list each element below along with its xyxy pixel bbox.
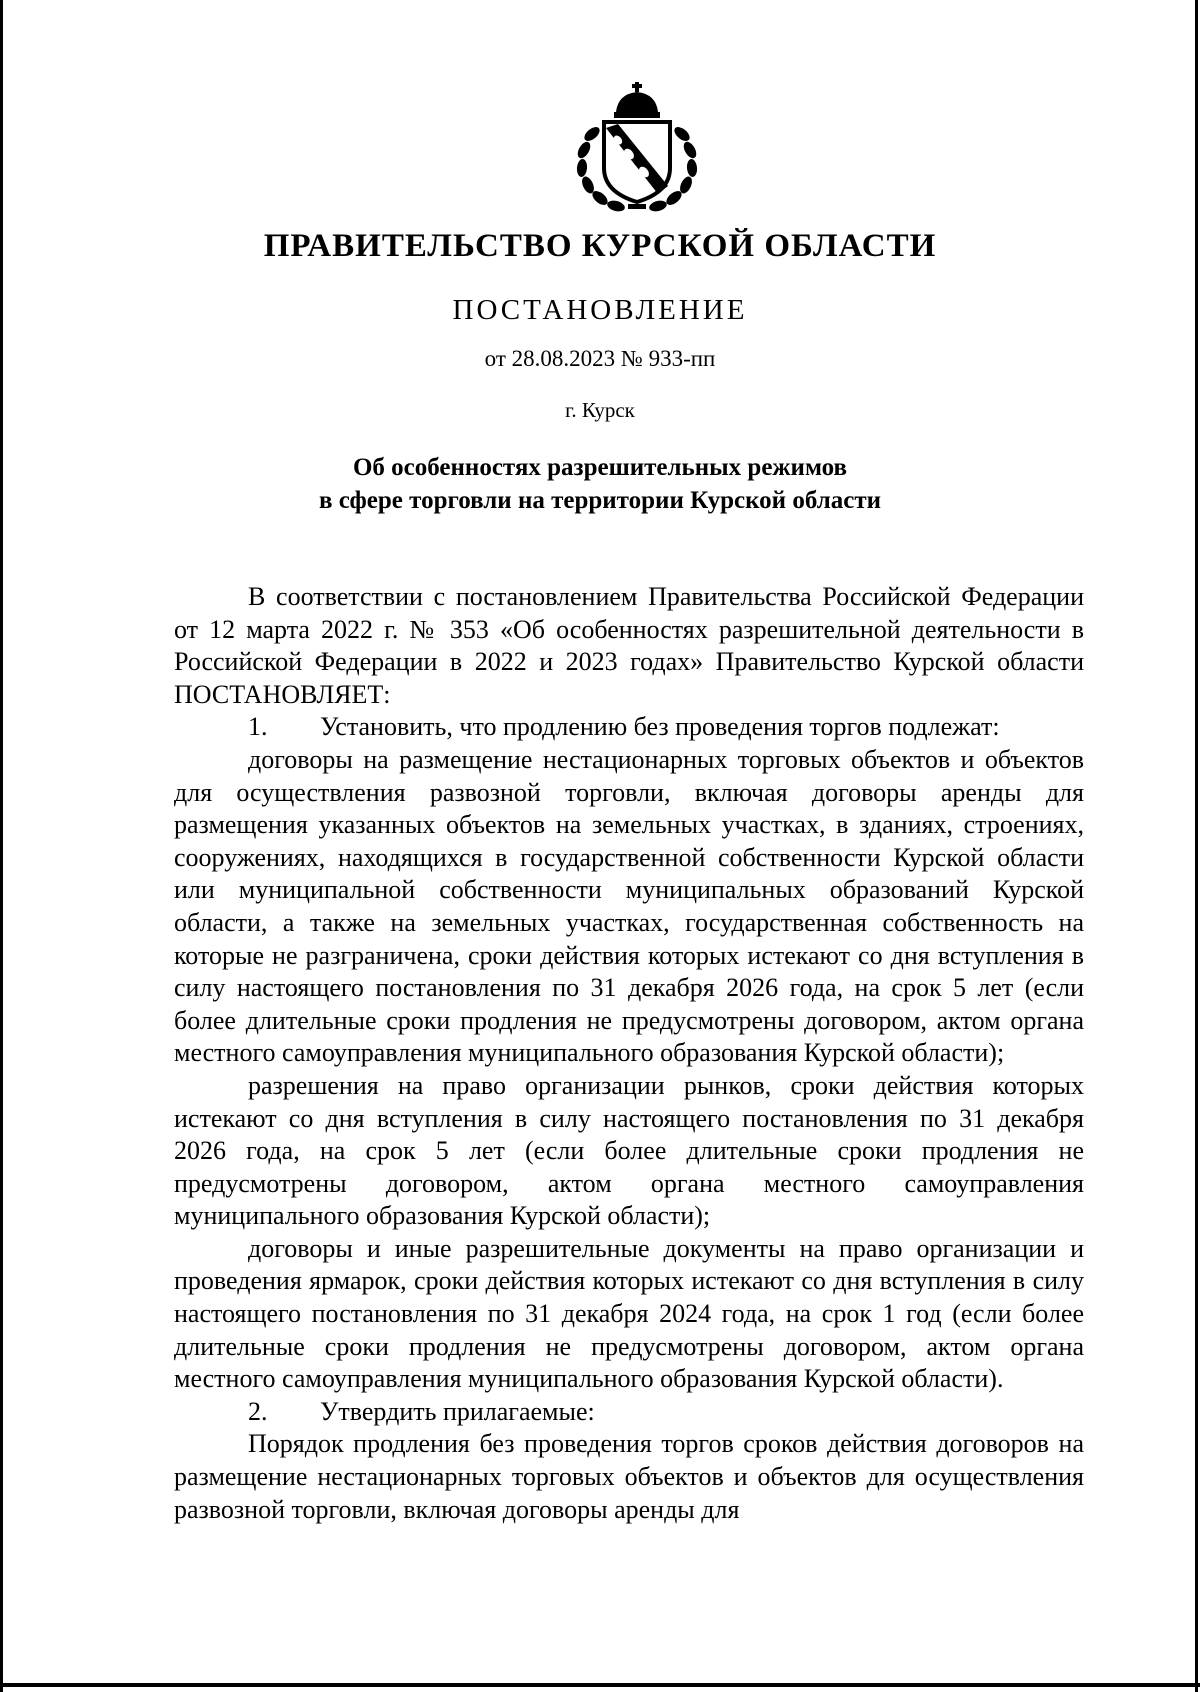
- preamble-paragraph: В соответствии с постановлением Правительства Российской Федерации от 12 марта 2022 г. № 353 «Об особенностях разрешительной деятельности в Российской Федерации в 2022 и 2023 годах» Правительство Курской области ПОСТАНОВЛЯЕТ:: [174, 582, 1084, 709]
- item-2-number: 2.: [248, 1396, 268, 1426]
- document-city: г. Курск: [565, 398, 635, 422]
- document-type: ПОСТАНОВЛЕНИЕ: [452, 294, 748, 326]
- item-2-paragraph-procedure: Порядок продления без проведения торгов сроков действия договоров на размещение нестационарных торговых объектов и объектов для осуществления развозной торговли, включая договоры аренды для: [174, 1429, 1084, 1524]
- kursk-coat-of-arms-icon: [566, 82, 708, 214]
- subject-line-1: Об особенностях разрешительных режимов: [352, 454, 848, 481]
- document-body: [174, 581, 1084, 1526]
- subject-line-2: в сфере торговли на территории Курской области: [318, 487, 882, 514]
- item-2-heading: [174, 1396, 1084, 1429]
- document-subject: [0, 451, 1200, 517]
- item-2-text: Утвердить прилагаемые:: [320, 1396, 595, 1426]
- item-1-paragraph-markets: разрешения на право организации рынков, сроки действия которых истекают со дня вступления в силу настоящего постановления по 31 декабря 2026 года, на срок 5 лет (если более длительные сроки продления не предусмотрены договором, актом органа местного самоуправления муниципального образования Курской области);: [174, 1070, 1084, 1231]
- organization-title: ПРАВИТЕЛЬСТВО КУРСКОЙ ОБЛАСТИ: [263, 228, 937, 264]
- scan-border-bottom: [0, 1683, 1200, 1687]
- item-1-paragraph-fairs: договоры и иные разрешительные документы на право организации и проведения ярмарок, сроки действия которых истекают со дня вступления в силу настоящего постановления по 31 декабря 2024 года, на срок 1 год (если более длительные сроки продления не предусмотрены договором, актом органа местного самоуправления муниципального образования Курской области).: [174, 1233, 1084, 1394]
- item-1-paragraph-contracts: договоры на размещение нестационарных торговых объектов и объектов для осуществления развозной торговли, включая договоры аренды для размещения указанных объектов на земельных участках, в зданиях, строениях, сооружениях, находящихся в государственной собственности Курской области или муниципальной собственности муниципальных образований Курской области, а также на земельных участках, государственная собственность на которые не разграничена, сроки действия которых истекают со дня вступления в силу настоящего постановления по 31 декабря 2026 года, на срок 5 лет (если более длительные сроки продления не предусмотрены договором, актом органа местного самоуправления муниципального образования Курской области);: [174, 744, 1084, 1068]
- item-1-number: 1.: [248, 712, 268, 742]
- item-1-text: Установить, что продлению без проведения торгов подлежат:: [320, 712, 1000, 742]
- item-1-heading: [174, 711, 1084, 744]
- document-date-number: от 28.08.2023 № 933-пп: [484, 346, 716, 371]
